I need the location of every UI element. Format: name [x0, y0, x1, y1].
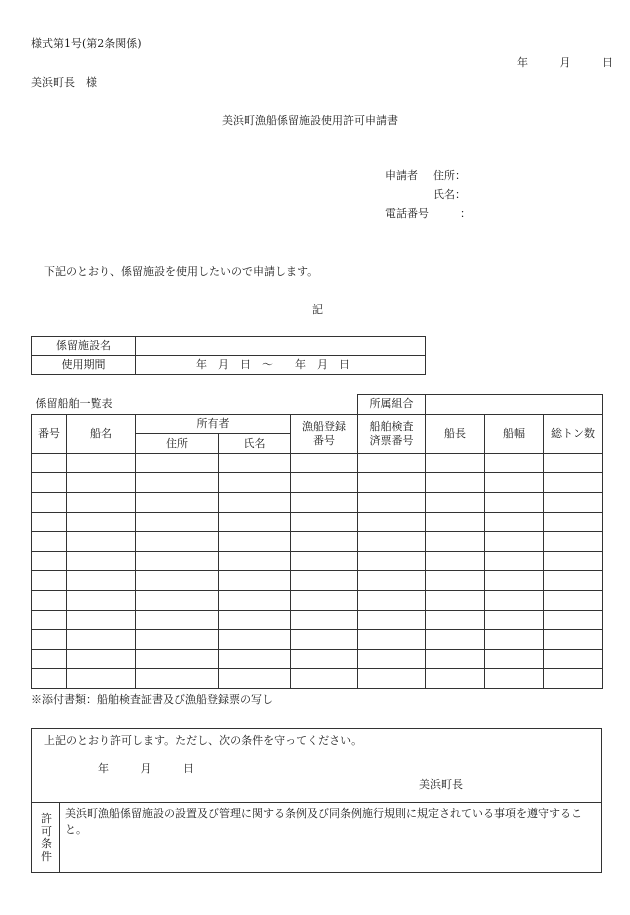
header-owner-name: 氏名 — [219, 434, 291, 454]
cell-owner-name[interactable] — [219, 492, 291, 512]
cell-owner-address[interactable] — [136, 492, 219, 512]
cell-vessel-width[interactable] — [485, 610, 544, 630]
cell-gross-tonnage[interactable] — [544, 590, 603, 610]
cell-registration-number[interactable] — [291, 492, 358, 512]
cell-gross-tonnage[interactable] — [544, 649, 603, 669]
cell-vessel-length[interactable] — [426, 512, 485, 532]
union-field[interactable] — [426, 395, 603, 415]
cell-owner-address[interactable] — [136, 453, 219, 473]
cell-vessel-name[interactable] — [67, 649, 136, 669]
cell-vessel-width[interactable] — [485, 551, 544, 571]
intro-text: 下記のとおり、係留施設を使用したいので申請します。 — [44, 265, 319, 278]
cell-inspection-number[interactable] — [358, 610, 426, 630]
cell-owner-name[interactable] — [219, 649, 291, 669]
cell-vessel-length[interactable] — [426, 630, 485, 650]
cell-gross-tonnage[interactable] — [544, 551, 603, 571]
cell-owner-name[interactable] — [219, 610, 291, 630]
cell-inspection-number[interactable] — [358, 512, 426, 532]
facility-name-field[interactable] — [136, 337, 426, 356]
cell-registration-number[interactable] — [291, 551, 358, 571]
table-row — [32, 669, 603, 689]
approval-date-month-label: 月 — [140, 762, 152, 775]
cell-registration-number[interactable] — [291, 590, 358, 610]
cell-number[interactable] — [32, 571, 67, 591]
cell-number[interactable] — [32, 551, 67, 571]
table-row — [32, 453, 603, 473]
cell-owner-name[interactable] — [219, 590, 291, 610]
approval-text: 上記のとおり許可します。ただし、次の条件を守ってください。 — [44, 734, 363, 747]
cell-number[interactable] — [32, 532, 67, 552]
header-owner: 所有者 — [136, 414, 291, 434]
cell-registration-number[interactable] — [291, 669, 358, 689]
cell-gross-tonnage[interactable] — [544, 532, 603, 552]
cell-number[interactable] — [32, 590, 67, 610]
approval-divider — [32, 802, 601, 803]
cell-owner-name[interactable] — [219, 551, 291, 571]
header-vessel-width: 船幅 — [485, 414, 544, 453]
vessel-list-table — [31, 394, 603, 689]
cell-inspection-number[interactable] — [358, 453, 426, 473]
applicant-label: 申請者 — [385, 169, 418, 182]
cell-owner-address[interactable] — [136, 669, 219, 689]
cell-gross-tonnage[interactable] — [544, 453, 603, 473]
cell-registration-number[interactable] — [291, 512, 358, 532]
cell-owner-address[interactable] — [136, 649, 219, 669]
conditions-text: 美浜町漁船係留施設の設置及び管理に関する条例及び同条例施行規則に規定されている事項を遵守すること。 — [65, 807, 582, 836]
cell-number[interactable] — [32, 610, 67, 630]
cell-vessel-name[interactable] — [67, 571, 136, 591]
cell-owner-name[interactable] — [219, 473, 291, 493]
cell-registration-number[interactable] — [291, 630, 358, 650]
header-vessel-length: 船長 — [426, 414, 485, 453]
cell-vessel-name[interactable] — [67, 630, 136, 650]
cell-vessel-name[interactable] — [67, 512, 136, 532]
cell-inspection-number[interactable] — [358, 551, 426, 571]
header-number: 番号 — [32, 414, 67, 453]
cell-vessel-length[interactable] — [426, 551, 485, 571]
date-year-label: 年 — [517, 56, 528, 69]
cell-owner-address[interactable] — [136, 532, 219, 552]
cell-owner-name[interactable] — [219, 630, 291, 650]
cell-vessel-width[interactable] — [485, 571, 544, 591]
table-row — [32, 512, 603, 532]
cell-number[interactable] — [32, 512, 67, 532]
usage-period-field[interactable]: 年 月 日 〜 年 月 日 — [136, 356, 426, 375]
table-row — [32, 551, 603, 571]
table-row — [32, 630, 603, 650]
name-label: 氏名： — [433, 188, 466, 201]
cell-gross-tonnage[interactable] — [544, 512, 603, 532]
cell-vessel-length[interactable] — [426, 492, 485, 512]
cell-registration-number[interactable] — [291, 473, 358, 493]
cell-inspection-number[interactable] — [358, 473, 426, 493]
cell-vessel-name[interactable] — [67, 669, 136, 689]
conditions-divider — [59, 802, 60, 872]
approval-date — [98, 763, 194, 774]
usage-period-label: 使用期間 — [32, 356, 136, 375]
header-registration-number: 漁船登録番号 — [291, 414, 358, 453]
table-row — [32, 492, 603, 512]
cell-vessel-length[interactable] — [426, 571, 485, 591]
cell-vessel-name[interactable] — [67, 610, 136, 630]
cell-number[interactable] — [32, 473, 67, 493]
cell-registration-number[interactable] — [291, 453, 358, 473]
cell-owner-name[interactable] — [219, 532, 291, 552]
cell-owner-address[interactable] — [136, 551, 219, 571]
header-owner-address: 住所 — [136, 434, 219, 454]
cell-inspection-number[interactable] — [358, 669, 426, 689]
cell-number[interactable] — [32, 630, 67, 650]
cell-vessel-width[interactable] — [485, 532, 544, 552]
cell-owner-address[interactable] — [136, 571, 219, 591]
vessel-rows — [32, 453, 603, 688]
cell-vessel-name[interactable] — [67, 492, 136, 512]
table-row — [32, 649, 603, 669]
cell-owner-name[interactable] — [219, 453, 291, 473]
cell-number[interactable] — [32, 649, 67, 669]
approval-signer: 美浜町長 — [419, 778, 463, 791]
cell-vessel-length[interactable] — [426, 532, 485, 552]
cell-owner-address[interactable] — [136, 610, 219, 630]
cell-number[interactable] — [32, 492, 67, 512]
cell-vessel-width[interactable] — [485, 669, 544, 689]
cell-vessel-length[interactable] — [426, 473, 485, 493]
cell-inspection-number[interactable] — [358, 532, 426, 552]
approval-date-day-label: 日 — [183, 762, 194, 775]
cell-gross-tonnage[interactable] — [544, 630, 603, 650]
cell-vessel-width[interactable] — [485, 630, 544, 650]
header-gross-tonnage: 総トン数 — [544, 414, 603, 453]
cell-vessel-name[interactable] — [67, 551, 136, 571]
cell-vessel-length[interactable] — [426, 649, 485, 669]
document-title: 美浜町漁船係留施設使用許可申請書 — [222, 114, 398, 127]
approval-box — [31, 728, 602, 873]
cell-inspection-number[interactable] — [358, 590, 426, 610]
addressee: 美浜町長 様 — [31, 76, 97, 89]
date-day-label: 日 — [602, 56, 613, 69]
cell-inspection-number[interactable] — [358, 492, 426, 512]
facility-name-label: 係留施設名 — [32, 337, 136, 356]
cell-number[interactable] — [32, 453, 67, 473]
ki-heading: 記 — [312, 303, 323, 316]
cell-vessel-width[interactable] — [485, 649, 544, 669]
cell-owner-name[interactable] — [219, 669, 291, 689]
union-label: 所属組合 — [358, 395, 426, 415]
cell-vessel-name[interactable] — [67, 473, 136, 493]
table-row — [32, 590, 603, 610]
attachment-note: ※添付書類：船舶検査証書及び漁船登録票の写し — [31, 693, 273, 706]
submission-date — [517, 57, 613, 68]
cell-inspection-number[interactable] — [358, 649, 426, 669]
cell-vessel-name[interactable] — [67, 453, 136, 473]
vessel-list-caption: 係留船舶一覧表 — [32, 395, 358, 415]
header-inspection-number: 船舶検査済票番号 — [358, 414, 426, 453]
table-row — [32, 473, 603, 493]
cell-owner-address[interactable] — [136, 512, 219, 532]
cell-vessel-width[interactable] — [485, 492, 544, 512]
cell-vessel-name[interactable] — [67, 590, 136, 610]
facility-table — [31, 336, 426, 375]
phone-colon: ： — [460, 207, 471, 220]
table-row — [32, 571, 603, 591]
conditions-label: 許可条件 — [41, 812, 52, 863]
cell-vessel-width[interactable] — [485, 453, 544, 473]
cell-owner-address[interactable] — [136, 473, 219, 493]
cell-gross-tonnage[interactable] — [544, 473, 603, 493]
table-row — [32, 532, 603, 552]
cell-vessel-length[interactable] — [426, 590, 485, 610]
cell-vessel-name[interactable] — [67, 532, 136, 552]
cell-owner-name[interactable] — [219, 571, 291, 591]
cell-gross-tonnage[interactable] — [544, 669, 603, 689]
cell-registration-number[interactable] — [291, 571, 358, 591]
phone-label: 電話番号 — [385, 207, 429, 220]
form-number: 様式第1号(第2条関係) — [31, 37, 142, 50]
cell-owner-name[interactable] — [219, 512, 291, 532]
cell-gross-tonnage[interactable] — [544, 610, 603, 630]
cell-number[interactable] — [32, 669, 67, 689]
approval-date-year-label: 年 — [98, 762, 109, 775]
cell-registration-number[interactable] — [291, 649, 358, 669]
cell-registration-number[interactable] — [291, 532, 358, 552]
cell-gross-tonnage[interactable] — [544, 571, 603, 591]
cell-owner-address[interactable] — [136, 590, 219, 610]
table-row — [32, 610, 603, 630]
cell-vessel-width[interactable] — [485, 512, 544, 532]
cell-vessel-length[interactable] — [426, 610, 485, 630]
cell-owner-address[interactable] — [136, 630, 219, 650]
date-month-label: 月 — [559, 56, 571, 69]
cell-inspection-number[interactable] — [358, 630, 426, 650]
cell-vessel-length[interactable] — [426, 453, 485, 473]
cell-vessel-width[interactable] — [485, 473, 544, 493]
cell-gross-tonnage[interactable] — [544, 492, 603, 512]
cell-vessel-length[interactable] — [426, 669, 485, 689]
cell-registration-number[interactable] — [291, 610, 358, 630]
cell-inspection-number[interactable] — [358, 571, 426, 591]
header-vessel-name: 船名 — [67, 414, 136, 453]
cell-vessel-width[interactable] — [485, 590, 544, 610]
address-label: 住所： — [433, 169, 466, 182]
